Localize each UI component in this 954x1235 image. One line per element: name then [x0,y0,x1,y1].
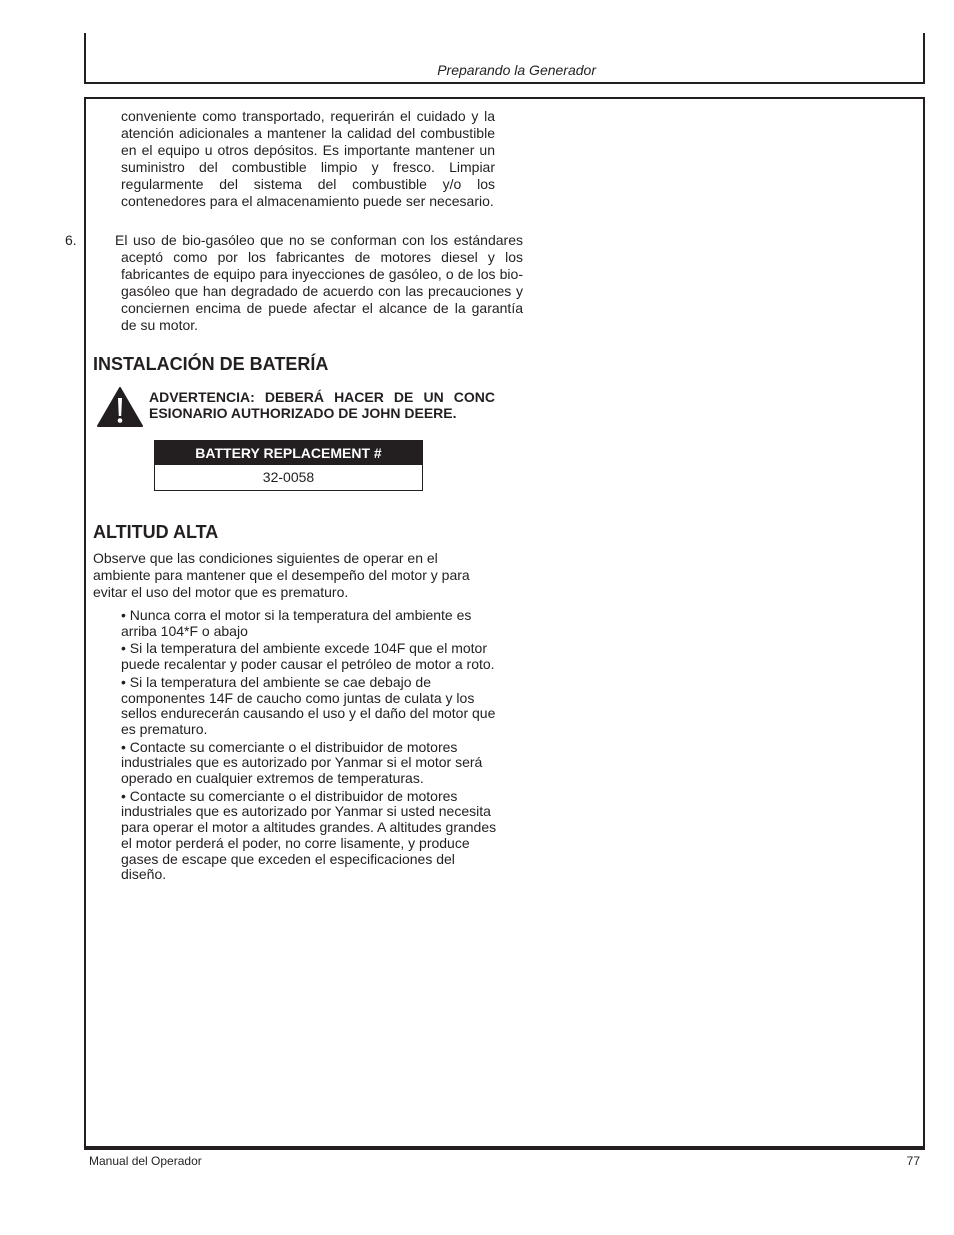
list-item: • Si la temperatura del ambiente se cae debajo de componentes 14F de caucho como juntas de culata y los sellos endurecerán causando el uso y el daño del motor que es prematuro. [121,673,496,737]
list-item: • Si la temperatura del ambiente excede 104F que el motor puede recalentar y poder causar el petróleo de motor a roto. [121,640,495,673]
altitude-bullet-list [121,608,501,885]
numbered-item-6 [65,232,523,334]
list-item: • Nunca corra el motor si la temperatura del ambiente es arriba 104*F o abajo [121,607,472,639]
continuation-paragraph: conveniente como transportado, requerirán el cuidado y la atención adicionales a mantener la calidad del combustible en el equipo u otros depósitos. Es importante mantener un suministro del combustible limpio y fresco. Limpiar regularmente del sistema del combustible y/o los contenedores para el almacenamiento puede ser necesario. [121,108,495,209]
running-header: Preparando la Generador [437,62,596,78]
header-bottom-rule [84,82,925,84]
page-number: 77 [906,1154,920,1168]
table-value: 32-0058 [262,469,315,485]
section-title-battery: INSTALACIÓN DE BATERÍA [93,354,329,374]
item-text: El uso de bio-gasóleo que no se conforman con los estándares aceptó como por los fabricantes de motores diesel y los fabricantes de equipo para inyecciones de gasóleo, o de los bio-gasóleo que han degradado de acuerdo con las precauciones y conciernen encima de puede afectar el alcance de la garantía de su motor. [115,232,523,333]
altitude-intro: Observe que las condiciones siguientes de operar en el ambiente para mantener que el desempeño del motor y para evitar el uso del motor que es prematuro. [93,550,470,600]
section-title-altitude: ALTITUD ALTA [93,522,219,542]
battery-replacement-table [154,440,423,491]
warning-triangle-icon [97,387,143,427]
item-number: 6. [65,232,77,248]
list-item: • Contacte su comerciante o el distribuidor de motores industriales que es autorizado por Yanmar si usted necesita para operar el motor a altitudes grandes. A altitudes grandes el motor perderá el poder, no corre lisamente, y produce gases de escape que exceden el especificaciones del diseño. [121,787,497,883]
table-header: BATTERY REPLACEMENT # [155,441,422,465]
footer-manual-title: Manual del Operador [89,1154,202,1168]
header-right-rule [923,33,925,84]
footer-rule [84,1146,925,1148]
list-item: • Contacte su comerciante o el distribuidor de motores industriales que es autorizado por Yanmar si el motor será operado en cualquier extremos de temperaturas. [121,738,483,787]
warning-text: ADVERTENCIA: DEBERÁ HACER DE UN CONC ESIONARIO AUTHORIZADO DE JOHN DEERE. [149,389,495,421]
